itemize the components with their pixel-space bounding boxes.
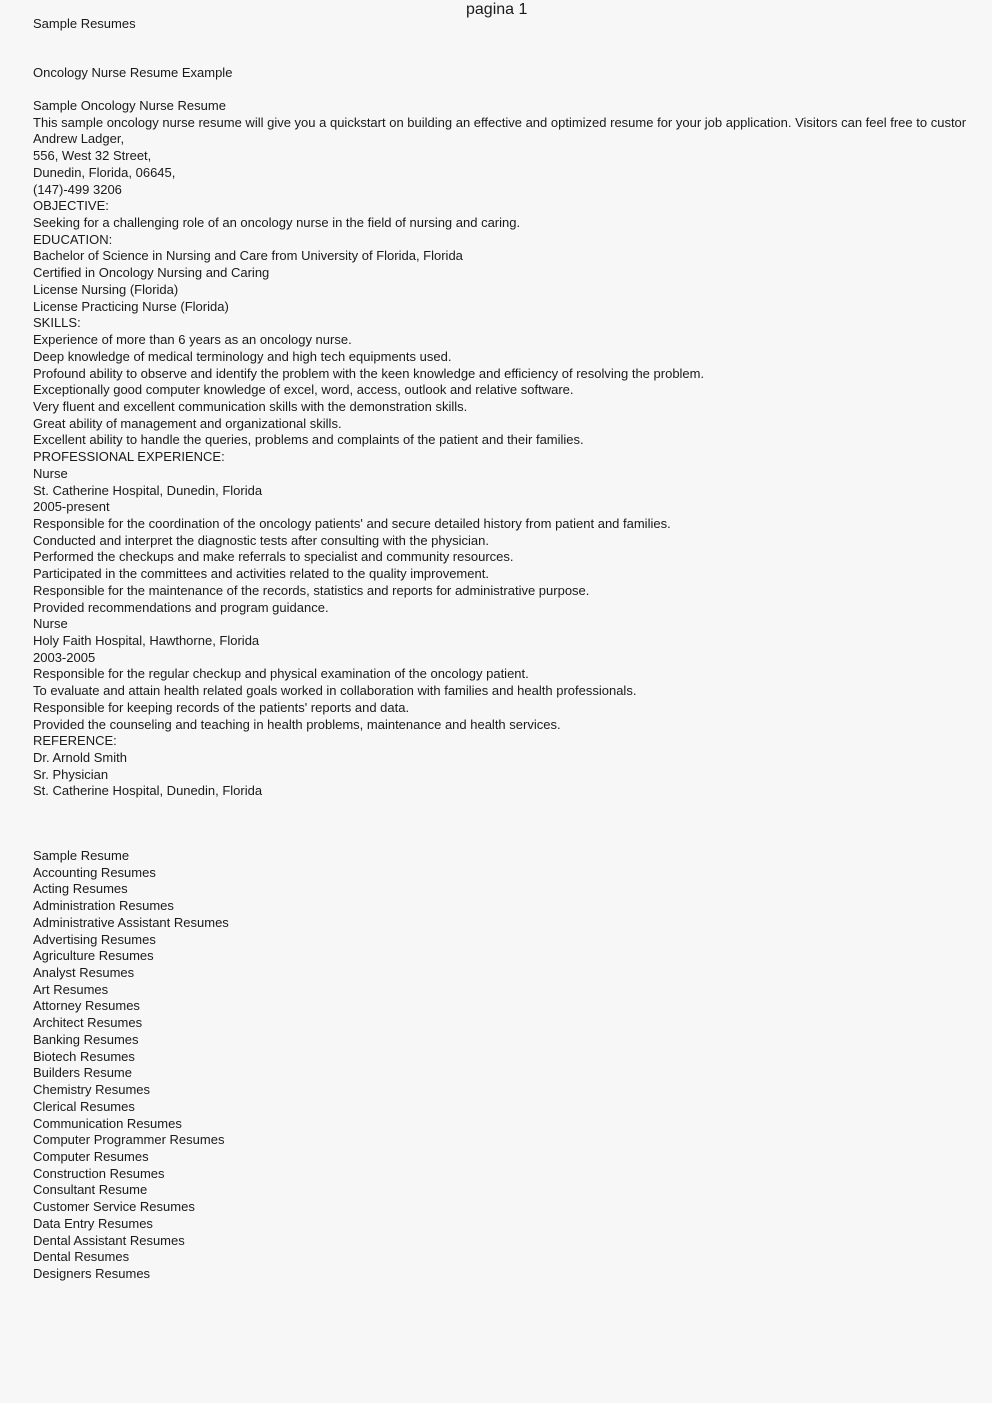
resume-line: Performed the checkups and make referrals to specialist and community resources. xyxy=(33,549,514,565)
resume-line: Holy Faith Hospital, Hawthorne, Florida xyxy=(33,633,260,648)
resume-line: Responsible for keeping records of the patients' reports and data. xyxy=(33,699,410,715)
resume-line: Sample Oncology Nurse Resume xyxy=(33,98,226,113)
category-link[interactable]: Banking Resumes xyxy=(33,1031,139,1047)
resume-line: Deep knowledge of medical terminology and high tech equipments used. xyxy=(33,348,452,364)
category-link[interactable]: Analyst Resumes xyxy=(33,965,135,981)
resume-line: Exceptionally good computer knowledge of excel, word, access, outlook and relative software. xyxy=(33,382,574,398)
resume-line: Seeking for a challenging role of an oncology nurse in the field of nursing and caring. xyxy=(33,215,521,231)
resume-line: To evaluate and attain health related goals worked in collaboration with families and health professionals. xyxy=(33,683,637,699)
resume-line: St. Catherine Hospital, Dunedin, Florida xyxy=(33,783,263,799)
resume-line: SKILLS: xyxy=(33,315,81,331)
resume-line: Great ability of management and organizational skills. xyxy=(33,415,342,431)
category-link[interactable]: Computer Programmer Resumes xyxy=(33,1132,225,1148)
resume-line: Sr. Physician xyxy=(33,766,109,782)
category-link[interactable]: Biotech Resumes xyxy=(33,1048,135,1064)
resume-line: Profound ability to observe and identify the problem with the keen knowledge and efficiency of resolving the problem. xyxy=(33,365,705,381)
category-link[interactable]: Advertising Resumes xyxy=(33,931,156,947)
category-link[interactable]: Accounting Resumes xyxy=(33,864,156,880)
category-link[interactable]: Data Entry Resumes xyxy=(33,1215,153,1231)
resume-line: St. Catherine Hospital, Dunedin, Florida xyxy=(33,482,263,498)
category-link[interactable]: Agriculture Resumes xyxy=(33,948,154,964)
resume-line: Provided recommendations and program guidance. xyxy=(33,599,329,615)
resume-line: Excellent ability to handle the queries, problems and complaints of the patient and their families. xyxy=(33,432,584,448)
resume-line: Andrew Ladger, xyxy=(33,131,125,147)
category-link[interactable]: Communication Resumes xyxy=(33,1115,182,1131)
category-link[interactable]: Art Resumes xyxy=(33,981,109,997)
resume-body xyxy=(33,98,992,800)
resume-line: OBJECTIVE: xyxy=(33,198,109,214)
category-link[interactable]: Customer Service Resumes xyxy=(33,1199,195,1215)
category-link[interactable]: Computer Resumes xyxy=(33,1148,149,1164)
category-link[interactable]: Dental Assistant Resumes xyxy=(33,1232,185,1248)
resume-line: License Nursing (Florida) xyxy=(33,281,179,297)
category-link[interactable]: Clerical Resumes xyxy=(33,1098,135,1114)
resume-line: License Practicing Nurse (Florida) xyxy=(33,298,229,314)
category-list-heading: Sample Resume xyxy=(33,848,130,863)
resume-line: 556, West 32 Street, xyxy=(33,148,152,164)
category-link[interactable]: Attorney Resumes xyxy=(33,998,140,1014)
resume-line: Nurse xyxy=(33,616,68,632)
resume-line: Dunedin, Florida, 06645, xyxy=(33,164,176,180)
category-link[interactable]: Consultant Resume xyxy=(33,1182,148,1198)
category-link[interactable]: Administration Resumes xyxy=(33,898,174,914)
category-links xyxy=(33,865,433,1283)
resume-line: EDUCATION: xyxy=(33,231,113,247)
resume-line: Responsible for the maintenance of the records, statistics and reports for administrative purpose. xyxy=(33,582,590,598)
resume-line: This sample oncology nurse resume will give you a quickstart on building an effective and optimized resume for your job application. Visitors can feel free to custor xyxy=(33,114,967,130)
resume-line: REFERENCE: xyxy=(33,733,117,749)
category-link[interactable]: Construction Resumes xyxy=(33,1165,165,1181)
resume-line: Very fluent and excellent communication skills with the demonstration skills. xyxy=(33,398,468,414)
category-link[interactable]: Architect Resumes xyxy=(33,1015,143,1031)
resume-line: Conducted and interpret the diagnostic tests after consulting with the physician. xyxy=(33,532,489,548)
site-title: Sample Resumes xyxy=(33,16,136,31)
resume-line: Dr. Arnold Smith xyxy=(33,750,127,766)
resume-category-list xyxy=(33,848,433,1283)
resume-line: Experience of more than 6 years as an oncology nurse. xyxy=(33,332,352,348)
resume-line: 2005-present xyxy=(33,499,110,515)
resume-line: Bachelor of Science in Nursing and Care from University of Florida, Florida xyxy=(33,248,463,264)
category-link[interactable]: Acting Resumes xyxy=(33,881,128,897)
page-header xyxy=(0,0,992,22)
category-link[interactable]: Chemistry Resumes xyxy=(33,1082,151,1098)
category-link[interactable]: Designers Resumes xyxy=(33,1265,151,1281)
resume-line: Responsible for the coordination of the oncology patients' and secure detailed history from patient and families. xyxy=(33,515,671,531)
resume-line: (147)-499 3206 xyxy=(33,181,122,197)
resume-line: 2003-2005 xyxy=(33,649,96,665)
resume-line: PROFESSIONAL EXPERIENCE: xyxy=(33,449,225,465)
document-title: Oncology Nurse Resume Example xyxy=(33,65,233,80)
resume-line: Provided the counseling and teaching in health problems, maintenance and health services. xyxy=(33,716,561,732)
category-link[interactable]: Administrative Assistant Resumes xyxy=(33,914,229,930)
resume-line: Responsible for the regular checkup and physical examination of the oncology patient. xyxy=(33,666,529,682)
category-link[interactable]: Dental Resumes xyxy=(33,1249,130,1265)
category-link[interactable]: Builders Resume xyxy=(33,1065,132,1081)
page-number: pagina 1 xyxy=(466,1,528,18)
resume-line: Certified in Oncology Nursing and Caring xyxy=(33,265,270,281)
resume-line: Participated in the committees and activities related to the quality improvement. xyxy=(33,566,489,582)
resume-line: Nurse xyxy=(33,465,68,481)
